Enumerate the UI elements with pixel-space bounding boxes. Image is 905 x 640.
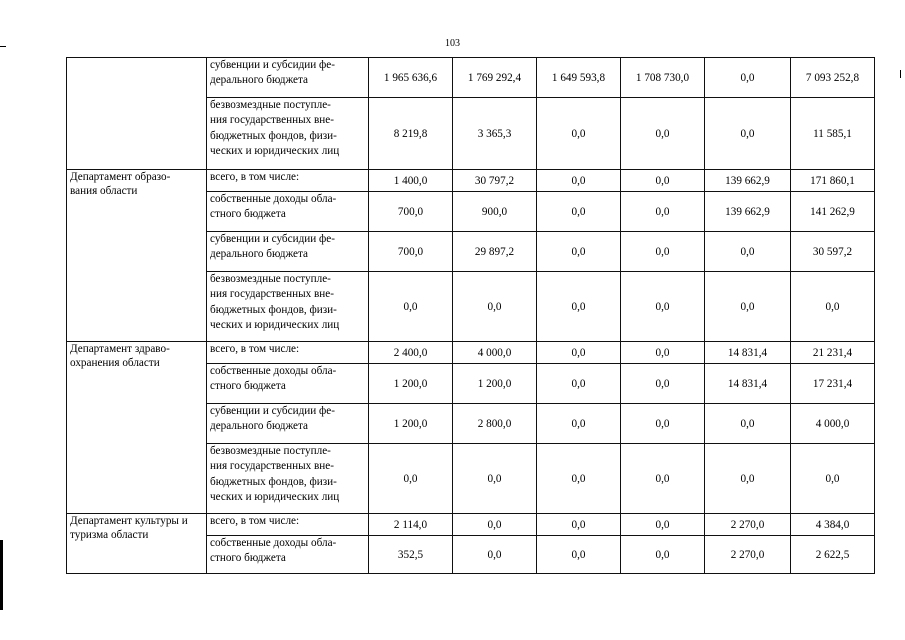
department-cell: Департамент культуры и туризма области <box>67 514 207 574</box>
value-cell: 0,0 <box>537 170 621 192</box>
scan-mark-top-left <box>0 46 6 47</box>
revenue-source-label: всего, в том числе: <box>207 170 369 192</box>
value-cell: 0,0 <box>705 404 791 444</box>
revenue-source-label: субвенции и субсидии фе- дерального бюджета <box>207 58 369 98</box>
value-cell: 0,0 <box>705 232 791 272</box>
budget-table <box>66 57 875 574</box>
revenue-source-label: безвозмездные поступле- ния государственных вне- бюджетных фондов, физи- ческих и юридических лиц <box>207 98 369 170</box>
value-cell: 1 200,0 <box>453 364 537 404</box>
table-row <box>67 58 875 98</box>
value-cell: 1 965 636,6 <box>369 58 453 98</box>
value-cell: 29 897,2 <box>453 232 537 272</box>
value-cell: 0,0 <box>621 192 705 232</box>
value-cell: 0,0 <box>537 98 621 170</box>
value-cell: 0,0 <box>621 364 705 404</box>
department-cell: Департамент образо- вания области <box>67 170 207 342</box>
value-cell: 1 769 292,4 <box>453 58 537 98</box>
value-cell: 3 365,3 <box>453 98 537 170</box>
total-cell: 0,0 <box>791 272 875 342</box>
total-cell: 11 585,1 <box>791 98 875 170</box>
revenue-source-label: всего, в том числе: <box>207 342 369 364</box>
table-row <box>67 342 875 364</box>
total-cell: 17 231,4 <box>791 364 875 404</box>
total-cell: 0,0 <box>791 444 875 514</box>
page-number: 103 <box>445 38 460 49</box>
scan-mark-left-edge <box>0 540 3 610</box>
value-cell: 139 662,9 <box>705 192 791 232</box>
revenue-source-label: субвенции и субсидии фе- дерального бюджета <box>207 404 369 444</box>
value-cell: 2 270,0 <box>705 536 791 574</box>
value-cell: 700,0 <box>369 192 453 232</box>
value-cell: 0,0 <box>537 342 621 364</box>
value-cell: 0,0 <box>621 514 705 536</box>
revenue-source-label: собственные доходы обла- стного бюджета <box>207 192 369 232</box>
value-cell: 0,0 <box>705 98 791 170</box>
total-cell: 141 262,9 <box>791 192 875 232</box>
value-cell: 1 200,0 <box>369 364 453 404</box>
value-cell: 0,0 <box>537 536 621 574</box>
total-cell: 4 000,0 <box>791 404 875 444</box>
value-cell: 0,0 <box>369 444 453 514</box>
value-cell: 1 649 593,8 <box>537 58 621 98</box>
value-cell: 1 200,0 <box>369 404 453 444</box>
value-cell: 0,0 <box>621 536 705 574</box>
total-cell: 30 597,2 <box>791 232 875 272</box>
value-cell: 0,0 <box>705 444 791 514</box>
value-cell: 0,0 <box>453 514 537 536</box>
value-cell: 0,0 <box>537 444 621 514</box>
value-cell: 0,0 <box>621 272 705 342</box>
total-cell: 7 093 252,8 <box>791 58 875 98</box>
value-cell: 0,0 <box>621 404 705 444</box>
value-cell: 139 662,9 <box>705 170 791 192</box>
value-cell: 14 831,4 <box>705 364 791 404</box>
value-cell: 0,0 <box>537 232 621 272</box>
value-cell: 30 797,2 <box>453 170 537 192</box>
table-row <box>67 514 875 536</box>
department-cell: Департамент здраво- охранения области <box>67 342 207 514</box>
value-cell: 0,0 <box>621 444 705 514</box>
revenue-source-label: безвозмездные поступле- ния государственных вне- бюджетных фондов, физи- ческих и юридических лиц <box>207 272 369 342</box>
department-cell <box>67 58 207 170</box>
value-cell: 0,0 <box>537 364 621 404</box>
value-cell: 0,0 <box>453 536 537 574</box>
value-cell: 8 219,8 <box>369 98 453 170</box>
value-cell: 900,0 <box>453 192 537 232</box>
value-cell: 0,0 <box>537 272 621 342</box>
value-cell: 0,0 <box>705 272 791 342</box>
revenue-source-label: всего, в том числе: <box>207 514 369 536</box>
value-cell: 0,0 <box>453 444 537 514</box>
value-cell: 1 708 730,0 <box>621 58 705 98</box>
value-cell: 0,0 <box>621 342 705 364</box>
value-cell: 700,0 <box>369 232 453 272</box>
value-cell: 14 831,4 <box>705 342 791 364</box>
value-cell: 2 400,0 <box>369 342 453 364</box>
revenue-source-label: собственные доходы обла- стного бюджета <box>207 364 369 404</box>
total-cell: 2 622,5 <box>791 536 875 574</box>
value-cell: 4 000,0 <box>453 342 537 364</box>
revenue-source-label: безвозмездные поступле- ния государственных вне- бюджетных фондов, физи- ческих и юридических лиц <box>207 444 369 514</box>
value-cell: 0,0 <box>453 272 537 342</box>
value-cell: 0,0 <box>537 404 621 444</box>
value-cell: 0,0 <box>621 170 705 192</box>
scan-mark-right-edge <box>900 70 901 78</box>
value-cell: 0,0 <box>621 98 705 170</box>
value-cell: 2 270,0 <box>705 514 791 536</box>
total-cell: 4 384,0 <box>791 514 875 536</box>
revenue-source-label: субвенции и субсидии фе- дерального бюджета <box>207 232 369 272</box>
value-cell: 1 400,0 <box>369 170 453 192</box>
value-cell: 2 800,0 <box>453 404 537 444</box>
table-row <box>67 170 875 192</box>
value-cell: 2 114,0 <box>369 514 453 536</box>
revenue-source-label: собственные доходы обла- стного бюджета <box>207 536 369 574</box>
value-cell: 0,0 <box>537 192 621 232</box>
value-cell: 0,0 <box>705 58 791 98</box>
value-cell: 0,0 <box>621 232 705 272</box>
total-cell: 171 860,1 <box>791 170 875 192</box>
value-cell: 0,0 <box>537 514 621 536</box>
value-cell: 0,0 <box>369 272 453 342</box>
value-cell: 352,5 <box>369 536 453 574</box>
total-cell: 21 231,4 <box>791 342 875 364</box>
